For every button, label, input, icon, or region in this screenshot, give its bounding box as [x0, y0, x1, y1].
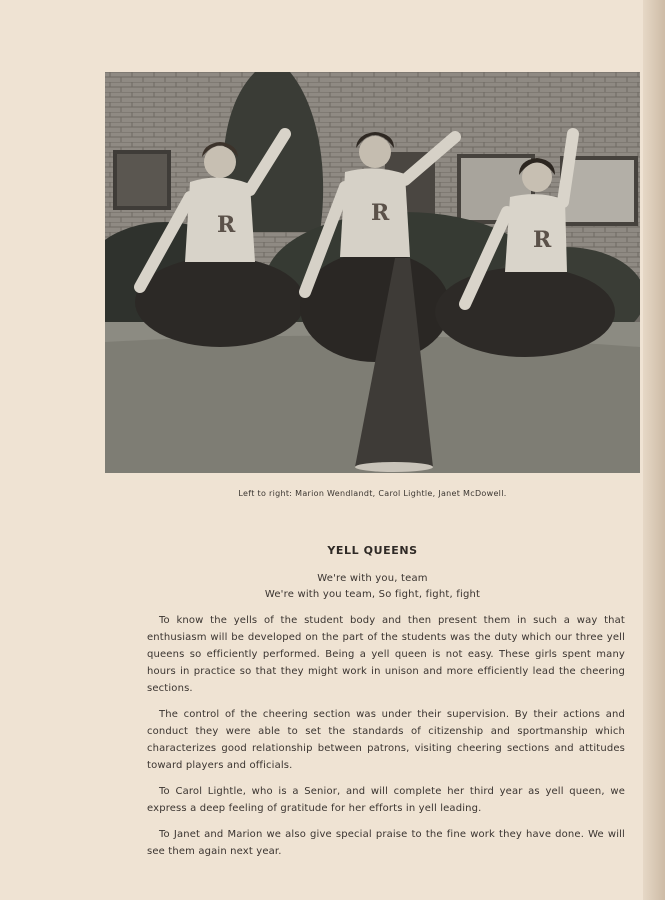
paragraph: To Carol Lightle, who is a Senior, and will complete her third year as yell queen, we express a deep feeling of gratitude for her efforts in yell leading. [147, 786, 625, 814]
article-body [147, 612, 625, 869]
photo-caption: Left to right: Marion Wendlandt, Carol Lightle, Janet McDowell. [238, 489, 507, 498]
yell-line: We're with you team, So fight, fight, fight [264, 589, 481, 600]
yell-queens-photo [105, 72, 640, 473]
svg-text:R: R [533, 227, 552, 253]
paragraph: The control of the cheering section was under their supervision. By their actions and conduct they were able to set the standards of citizenship and sportmanship which characterizes good relationship between patrons, visiting cheering sections and attitudes toward players and officials. [147, 709, 625, 771]
svg-text:R: R [217, 212, 236, 238]
section-title: YELL QUEENS [327, 544, 418, 557]
yell-verse [105, 571, 640, 603]
svg-text:R: R [371, 200, 390, 226]
page-edge [643, 0, 665, 900]
paragraph: To know the yells of the student body and then present them in such a way that enthusiasm will be developed on the part of the students was the duty which our three yell queens so efficiently performed. Being a yell queen is not easy. These girls spent many hours in practice so that they might work in unison and more efficiently lead the cheering sections. [147, 615, 625, 694]
paragraph: To Janet and Marion we also give special praise to the fine work they have done. We will see them again next year. [147, 829, 625, 857]
yell-line: We're with you, team [317, 573, 428, 584]
